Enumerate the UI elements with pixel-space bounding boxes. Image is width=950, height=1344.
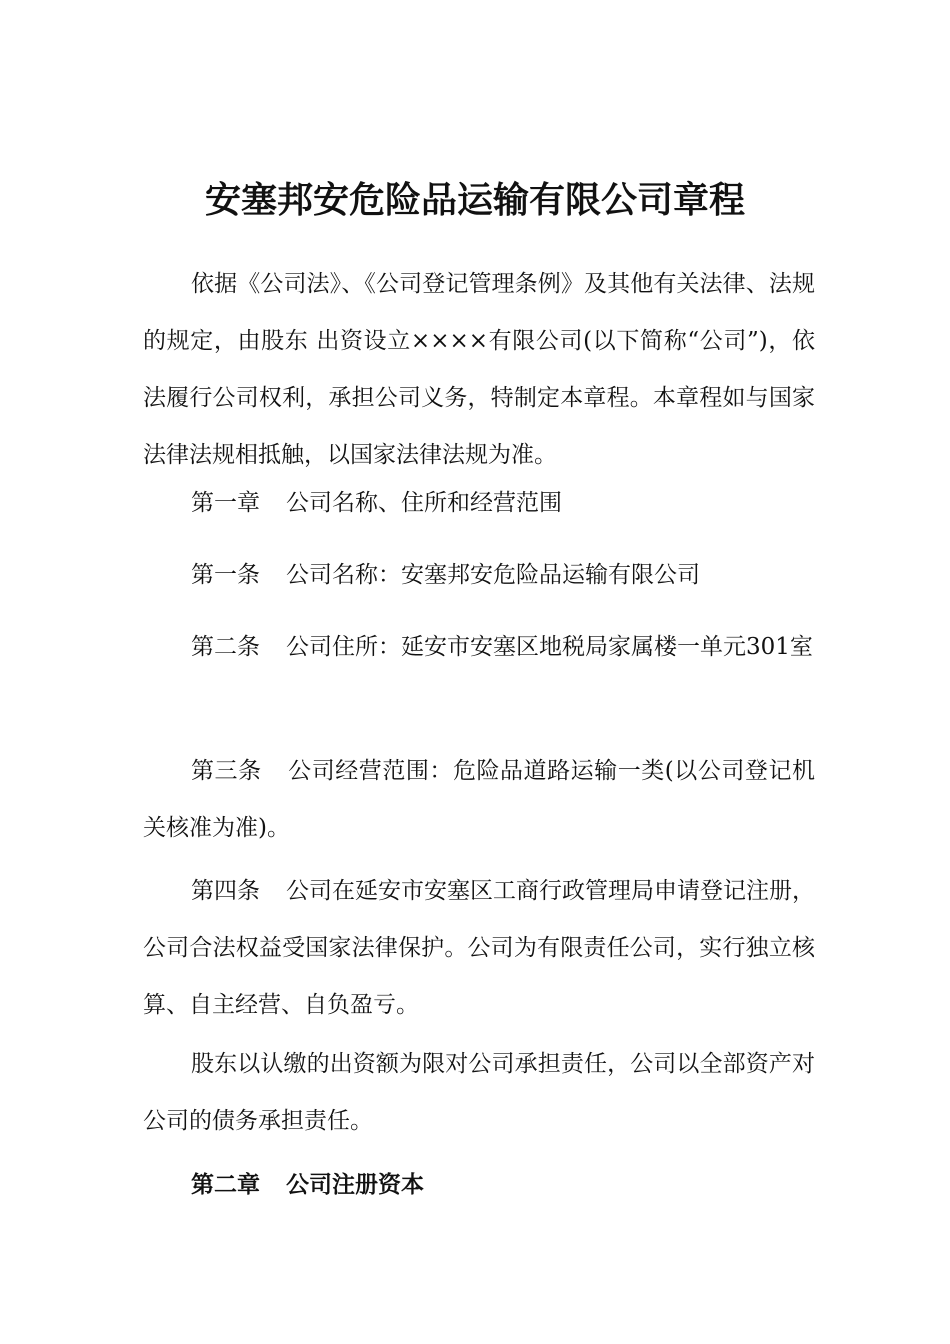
article-4-number: 第四条 [191, 878, 260, 904]
article-1-text: 公司名称：安塞邦安危险品运输有限公司 [286, 562, 700, 588]
liability-paragraph: 股东以认缴的出资额为限对公司承担责任，公司以全部资产对公司的债务承担责任。 [143, 1051, 815, 1134]
chapter-1-title: 公司名称、住所和经营范围 [286, 490, 562, 516]
chapter-2-number: 第二章 [191, 1172, 260, 1198]
chapter-1-number: 第一章 [191, 490, 260, 516]
article-2-number: 第二条 [191, 634, 260, 660]
article-2 [143, 619, 815, 676]
article-3 [143, 743, 815, 857]
article-2-text: 公司住所：延安市安塞区地税局家属楼一单元301室 [286, 634, 813, 660]
chapter-2-title: 公司注册资本 [286, 1172, 424, 1198]
article-4-text: 公司在延安市安塞区工商行政管理局申请登记注册，公司合法权益受国家法律保护。公司为有限责任公司，实行独立核算、自主经营、自负盈亏。 [143, 878, 815, 1018]
preamble-paragraph: 依据《公司法》、《公司登记管理条例》及其他有关法律、法规的规定，由股东 出资设立××××有限公司(以下简称“公司”)，依法履行公司权利，承担公司义务，特制定本章程。本章程如与国家法律法规相抵触，以国家法律法规为准。 [143, 271, 815, 468]
document-title: 安塞邦安危险品运输有限公司章程 [204, 180, 745, 221]
article-3-number: 第三条 [191, 758, 262, 784]
chapter-1-heading [143, 475, 815, 532]
chapter-2-heading [143, 1157, 815, 1214]
article-1 [143, 547, 815, 604]
article-1-number: 第一条 [191, 562, 260, 588]
article-4 [143, 863, 815, 1034]
article-3-text: 公司经营范围：危险品道路运输一类(以公司登记机关核准为准)。 [143, 758, 815, 841]
